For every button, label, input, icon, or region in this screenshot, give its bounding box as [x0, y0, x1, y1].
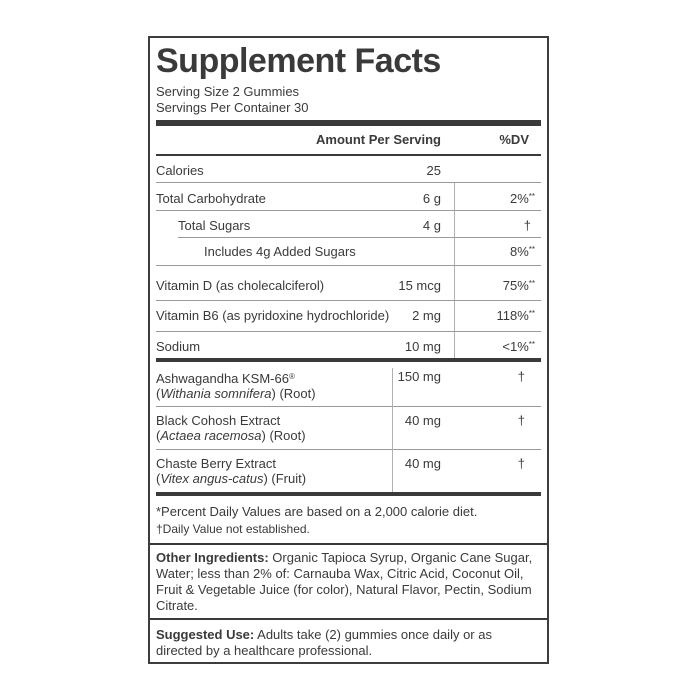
- dv-footnote-mark: **: [528, 309, 535, 318]
- nutrient-amount: 15 mcg: [398, 278, 441, 293]
- botanical-title: Black Cohosh Extract: [156, 413, 281, 428]
- dv-value: 8%: [509, 244, 529, 259]
- botanical-name: Chaste Berry Extract (Vitex angus-catus) (Fruit): [156, 456, 307, 486]
- botanical-dv: †: [517, 369, 525, 384]
- nutrient-name: Total Sugars: [178, 218, 251, 233]
- nutrient-amount: 2 mg: [412, 308, 441, 323]
- botanical-part: (Fruit): [271, 471, 307, 486]
- dv-footnote-mark: **: [528, 245, 535, 254]
- dv-value: 2%: [509, 191, 529, 206]
- serving-size: Serving Size 2 Gummies: [156, 84, 300, 99]
- nutrient-name: Includes 4g Added Sugars: [204, 244, 356, 259]
- header-dv: %DV: [499, 132, 529, 147]
- nutrient-name: Vitamin D (as cholecalciferol): [156, 278, 325, 293]
- supplement-facts-panel: [148, 36, 549, 664]
- nutrient-name: Total Carbohydrate: [156, 191, 266, 206]
- nutrient-amount: 4 g: [422, 218, 441, 233]
- botanical-latin: Actaea racemosa: [160, 428, 262, 443]
- footnote-dagger: †Daily Value not established.: [156, 522, 310, 536]
- dv-footnote-mark: **: [528, 192, 535, 201]
- suggested-use: [156, 627, 537, 659]
- panel-title: Supplement Facts: [156, 42, 441, 80]
- botanical-latin: Vitex angus-catus: [160, 471, 264, 486]
- nutrient-name: Sodium: [156, 339, 201, 354]
- botanical-amount: 150 mg: [397, 369, 441, 384]
- botanical-amount: 40 mg: [404, 456, 441, 471]
- nutrient-dv: †: [523, 218, 531, 233]
- dv-value: 75%: [502, 278, 529, 293]
- botanical-name: Black Cohosh Extract (Actaea racemosa) (Root): [156, 413, 306, 443]
- registered-mark: ®: [288, 372, 295, 381]
- botanical-dv: †: [517, 456, 525, 471]
- nutrient-amount: 10 mg: [404, 339, 441, 354]
- dv-footnote-mark: **: [528, 279, 535, 288]
- nutrient-amount: 6 g: [422, 191, 441, 206]
- footnote-percent-dv: *Percent Daily Values are based on a 2,000 calorie diet.: [156, 504, 478, 519]
- dv-value: 118%: [496, 308, 529, 323]
- botanical-title: Chaste Berry Extract: [156, 456, 276, 471]
- nutrient-name: Calories: [156, 163, 204, 178]
- dv-value: <1%: [502, 339, 529, 354]
- botanical-amount: 40 mg: [404, 413, 441, 428]
- botanical-dv: †: [517, 413, 525, 428]
- nutrient-amount: 25: [426, 163, 441, 178]
- botanical-name: Ashwagandha KSM-66® (Withania somnifera) (Root): [156, 371, 316, 401]
- botanical-part: (Root): [279, 386, 316, 401]
- nutrient-name: Vitamin B6 (as pyridoxine hydrochloride): [156, 308, 390, 323]
- botanical-latin: Withania somnifera: [160, 386, 272, 401]
- suggested-use-text: Adults take (2) gummies once daily or as directed by a healthcare professional.: [156, 627, 492, 658]
- header-amount: Amount Per Serving: [316, 132, 441, 147]
- servings-per-container: Servings Per Container 30: [156, 100, 309, 115]
- other-ingredients-label: Other Ingredients:: [156, 550, 269, 565]
- botanical-title: Ashwagandha KSM-66: [156, 371, 289, 386]
- other-ingredients-text: Organic Tapioca Syrup, Organic Cane Sugar, Water; less than 2% of: Carnauba Wax, Citric Acid, Coconut Oil, Fruit & Vegetable Juice (for color), Natural Flavor, Pectin, Sodium Citrate.: [156, 550, 533, 613]
- suggested-use-label: Suggested Use:: [156, 627, 255, 642]
- botanical-part: (Root): [269, 428, 306, 443]
- dv-footnote-mark: **: [528, 340, 535, 349]
